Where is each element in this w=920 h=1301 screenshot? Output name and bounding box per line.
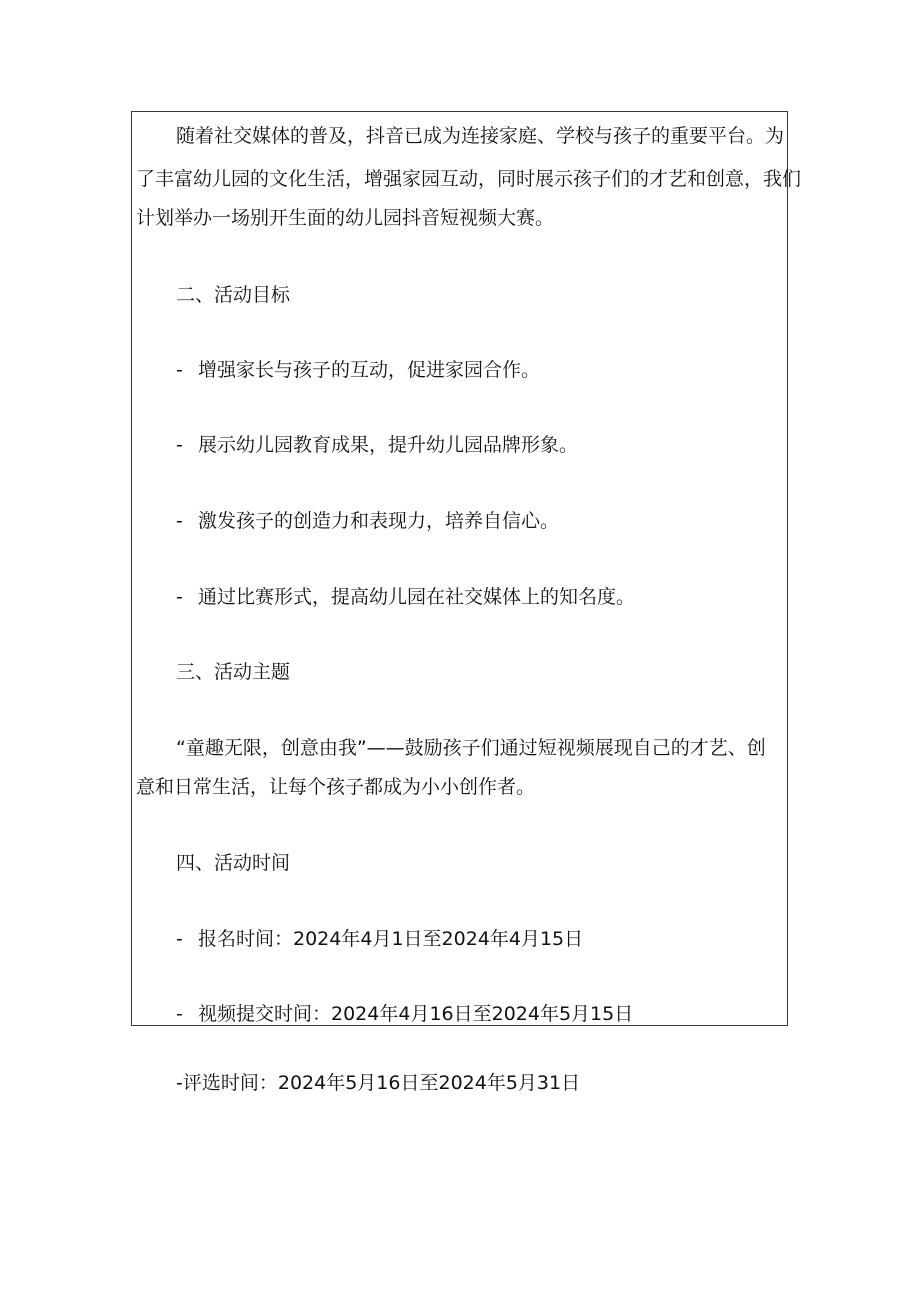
bullet-dash: - xyxy=(176,928,183,950)
goal-item-3 xyxy=(176,509,559,533)
goal-text: 展示幼儿园教育成果，提升幼儿园品牌形象。 xyxy=(198,434,579,456)
intro-line-3: 计划举办一场别开生面的幼儿园抖音短视频大赛。 xyxy=(136,207,555,229)
schedule-item-judging: -评选时间：2024年5月16日至2024年5月31日 xyxy=(176,1072,581,1094)
goal-item-2 xyxy=(176,433,578,457)
schedule-item-submission xyxy=(176,1002,633,1026)
theme-line-1: “童趣无限，创意由我”——鼓励孩子们通过短视频展现自己的才艺、创 xyxy=(176,737,766,759)
section-title-goals: 二、活动目标 xyxy=(176,284,291,306)
goal-item-1 xyxy=(176,358,540,382)
theme-line-2: 意和日常生活，让每个孩子都成为小小创作者。 xyxy=(136,776,536,798)
bullet-dash: - xyxy=(176,359,183,381)
schedule-text: 报名时间：2024年4月1日至2024年4月15日 xyxy=(198,928,584,950)
section-title-theme: 三、活动主题 xyxy=(176,661,291,683)
bullet-dash: - xyxy=(176,510,183,532)
intro-line-1: 随着社交媒体的普及，抖音已成为连接家庭、学校与孩子的重要平台。为 xyxy=(176,125,785,147)
bullet-dash: - xyxy=(176,586,183,608)
goal-text: 通过比赛形式，提高幼儿园在社交媒体上的知名度。 xyxy=(198,586,636,608)
bullet-dash: - xyxy=(176,1003,183,1025)
section-title-schedule: 四、活动时间 xyxy=(176,852,291,874)
intro-line-2: 了丰富幼儿园的文化生活，增强家园互动，同时展示孩子们的才艺和创意，我们 xyxy=(136,168,802,190)
goal-item-4 xyxy=(176,585,635,609)
schedule-item-registration xyxy=(176,927,583,951)
goal-text: 增强家长与孩子的互动，促进家园合作。 xyxy=(198,359,541,381)
goal-text: 激发孩子的创造力和表现力，培养自信心。 xyxy=(198,510,560,532)
content-frame xyxy=(131,111,788,1026)
schedule-text: 视频提交时间：2024年4月16日至2024年5月15日 xyxy=(198,1003,634,1025)
bullet-dash: - xyxy=(176,434,183,456)
